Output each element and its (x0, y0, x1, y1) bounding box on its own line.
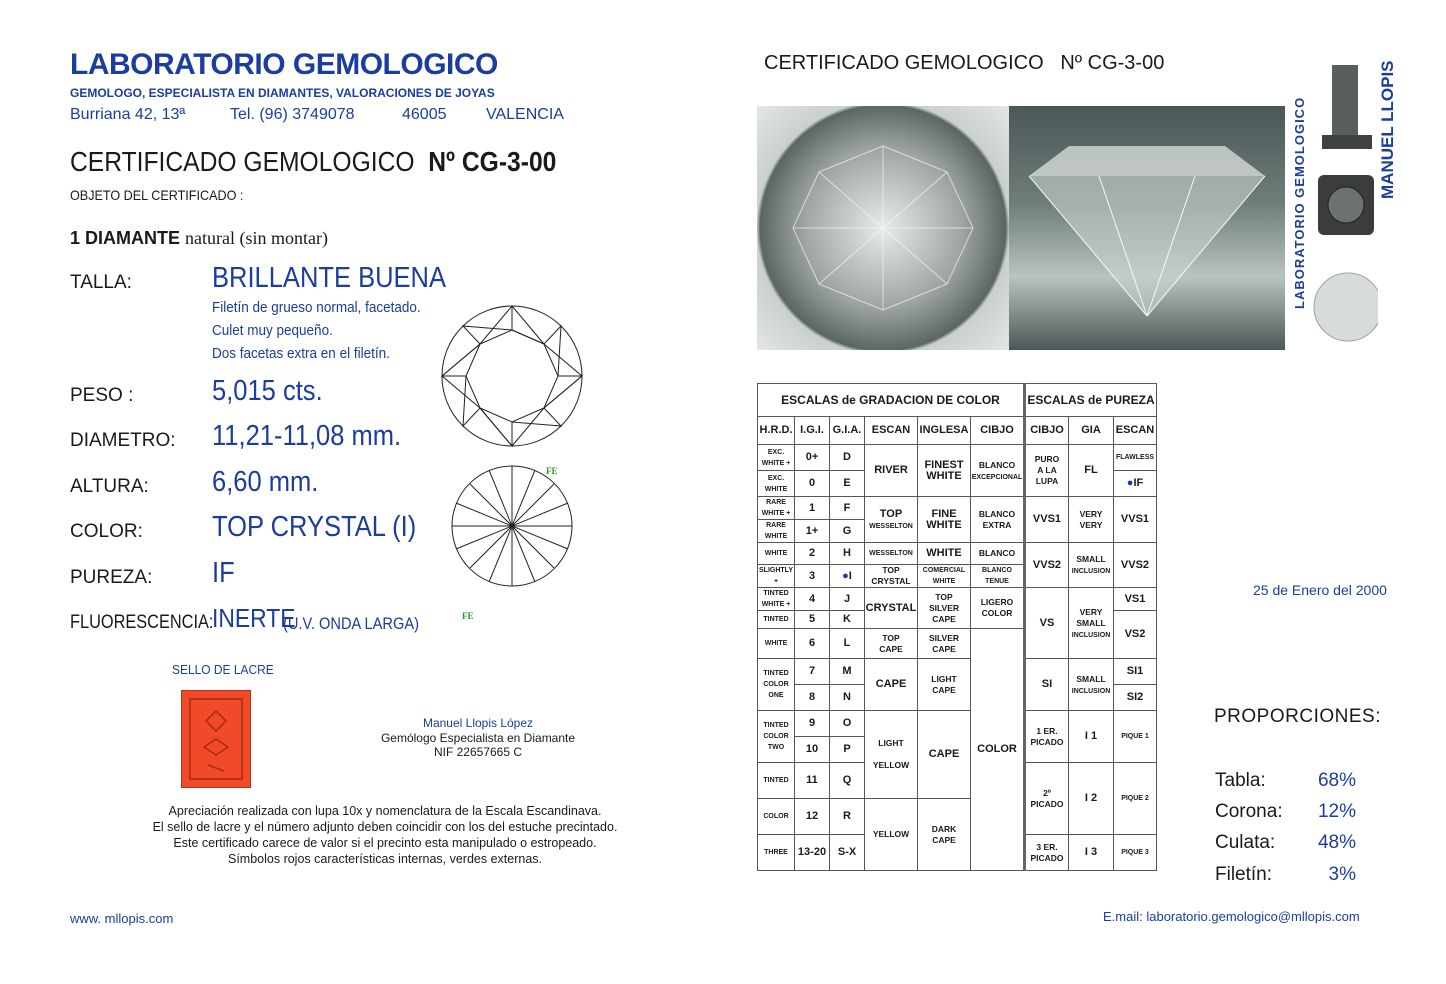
proportion-value: 12% (1317, 801, 1356, 822)
proportion-label: Corona: (1215, 801, 1283, 822)
side-photo-facets (1009, 106, 1285, 350)
signer-title: Gemólogo Especialista en Diamante (380, 731, 576, 745)
seal-emblem (182, 691, 250, 787)
talla-note: Filetín de grueso normal, facetado. (212, 299, 421, 316)
signer-name: Manuel Llopis López (422, 716, 534, 730)
right-certificate-title (764, 52, 1164, 75)
clarity-scale-header: ESCALAS de PUREZA (1025, 384, 1157, 417)
proportion-label: Culata: (1215, 832, 1276, 853)
website-link[interactable]: www. mllopis.com (70, 911, 174, 926)
certificate-number: Nº CG-3-00 (428, 146, 557, 177)
proportion-label: Filetín: (1215, 864, 1273, 885)
city: VALENCIA (486, 106, 564, 123)
color-value: TOP CRYSTAL (I) (212, 511, 417, 543)
peso-label: PESO : (70, 385, 134, 406)
right-certificate-number: Nº CG-3-00 (1060, 52, 1165, 74)
grading-scale-table: ESCALAS de GRADACION DE COLOR ESCALAS de PUREZA H.R.D. I.G.I. G.I.A. ESCAN INGLESA CIBJO CIBJO GIA ESCAN EXC. WHITE + 0+ D RIVER FINEST WHITE BLANCO EXCEPCIONAL PURO A LA LUPA FL FLAWLESS EXC. WHITE 0 E ●IF RARE WHITE + 1 F TOP WESSELTON FINE WHITE BLANCO EXTRA VVS1 VERY VERY VVS1 RARE WHITE 1+ G WHITE 2 H WESSELTON WHITE BLANCO VVS2 SMALL INCLUSION VVS2 SLIGHTLY + 3 ●I TOP CRYSTAL COMERCIAL WHITE BLANCO TENUE TINTED WHITE + 4 J CRYSTAL TOP SILVER CAPE LIGERO COLOR VS VERY SMALL INCLUSION VS1 TINTED 5 K VS2 WHITE 6 L TOP CAPE SILVER CAPE COLOR TINTED COLOR ONE 7 M CAPE LIGHT CAPE SI SMALL INCLUSION SI1 8 N SI2 TINTED COLOR TWO 9 O LIGHT YELLOW CAPE 1 ER. PICADO I 1 PIQUE 1 10 P TINTED 11 Q 2º PICADO I 2 PIQUE 2 COLOR 12 R YELLOW DARK CAPE THREE 13-20 S-X 3 ER. PICADO I 3 PIQUE 3 (757, 383, 1157, 871)
objeto-label: OBJETO DEL CERTIFICADO : (70, 187, 244, 203)
logo-name-text: MANUEL LLOPIS (1378, 60, 1397, 200)
appreciation-line: El sello de lacre y el número adjunto deben coincidir con los del estuche precintado. (152, 820, 618, 834)
address: Burriana 42, 13ª (70, 106, 186, 123)
certificate-date: 25 de Enero del 2000 (1253, 582, 1387, 598)
sello-label: SELLO DE LACRE (172, 662, 274, 677)
peso-value: 5,015 cts. (212, 375, 323, 407)
postcode: 46005 (402, 106, 447, 123)
fe-mark-bottom: FE (462, 611, 474, 621)
wax-seal (181, 690, 251, 788)
pavilion-view-diagram (452, 466, 572, 586)
altura-label: ALTURA: (70, 476, 149, 497)
talla-label: TALLA: (70, 272, 132, 293)
appreciation-line: Apreciación realizada con lupa 10x y nomenclatura de la Escala Escandinava. (168, 804, 602, 818)
laboratory-logo (1290, 55, 1400, 351)
certificate-title-text: CERTIFICADO GEMOLOGICO (70, 146, 415, 177)
color-scale-header: ESCALAS de GRADACION DE COLOR (758, 384, 1025, 417)
appreciation-line: Este certificado carece de valor si el precinto esta manipulado o estropeado. (173, 836, 597, 850)
diametro-label: DIAMETRO: (70, 430, 176, 451)
diametro-value: 11,21-11,08 mm. (212, 420, 402, 452)
item-detail: natural (sin montar) (185, 228, 328, 248)
logo-lab-text: LABORATORIO GEMOLOGICO (1292, 96, 1307, 310)
talla-note: Dos facetas extra en el filetín. (212, 345, 390, 362)
pureza-label: PUREZA: (70, 567, 153, 588)
certificate-title (70, 146, 556, 178)
proportion-value: 48% (1317, 832, 1356, 853)
proportion-label: Tabla: (1215, 770, 1266, 791)
proportions-title: PROPORCIONES: (1214, 706, 1381, 727)
talla-value: BRILLANTE BUENA (212, 262, 447, 294)
fe-mark-top: FE (546, 466, 558, 476)
fluorescencia-value: INERTE (212, 603, 296, 633)
crown-photo-facets (757, 106, 1009, 350)
lab-title: LABORATORIO GEMOLOGICO (70, 48, 498, 81)
crown-view-diagram (442, 306, 582, 446)
item-count: 1 DIAMANTE (70, 228, 181, 248)
pureza-value: IF (212, 557, 235, 589)
color-label: COLOR: (70, 521, 143, 542)
proportion-value: 68% (1317, 770, 1356, 791)
talla-note: Culet muy pequeño. (212, 322, 333, 339)
signer-nif: NIF 22657665 C (433, 745, 523, 759)
telephone: Tel. (96) 3749078 (230, 106, 355, 123)
right-certificate-title-text: CERTIFICADO GEMOLOGICO (764, 52, 1044, 74)
lab-subtitle: GEMOLOGO, ESPECIALISTA EN DIAMANTES, VALORACIONES DE JOYAS (70, 86, 495, 100)
fluorescencia-note: (U.V. ONDA LARGA) (283, 614, 419, 633)
proportion-value: 3% (1328, 864, 1356, 885)
item-description (70, 228, 328, 249)
email-link[interactable]: E.mail: laboratorio.gemologico@mllopis.com (1103, 909, 1360, 924)
diamond-crown-photo (757, 106, 1009, 350)
fluorescencia-label: FLUORESCENCIA: (70, 612, 214, 633)
diamond-diagram (436, 288, 588, 590)
appreciation-line: Símbolos rojos características internas, verdes externas. (227, 852, 543, 866)
microscope-camera-icon (1312, 55, 1378, 351)
diamond-side-photo (1009, 106, 1285, 350)
altura-value: 6,60 mm. (212, 466, 319, 498)
